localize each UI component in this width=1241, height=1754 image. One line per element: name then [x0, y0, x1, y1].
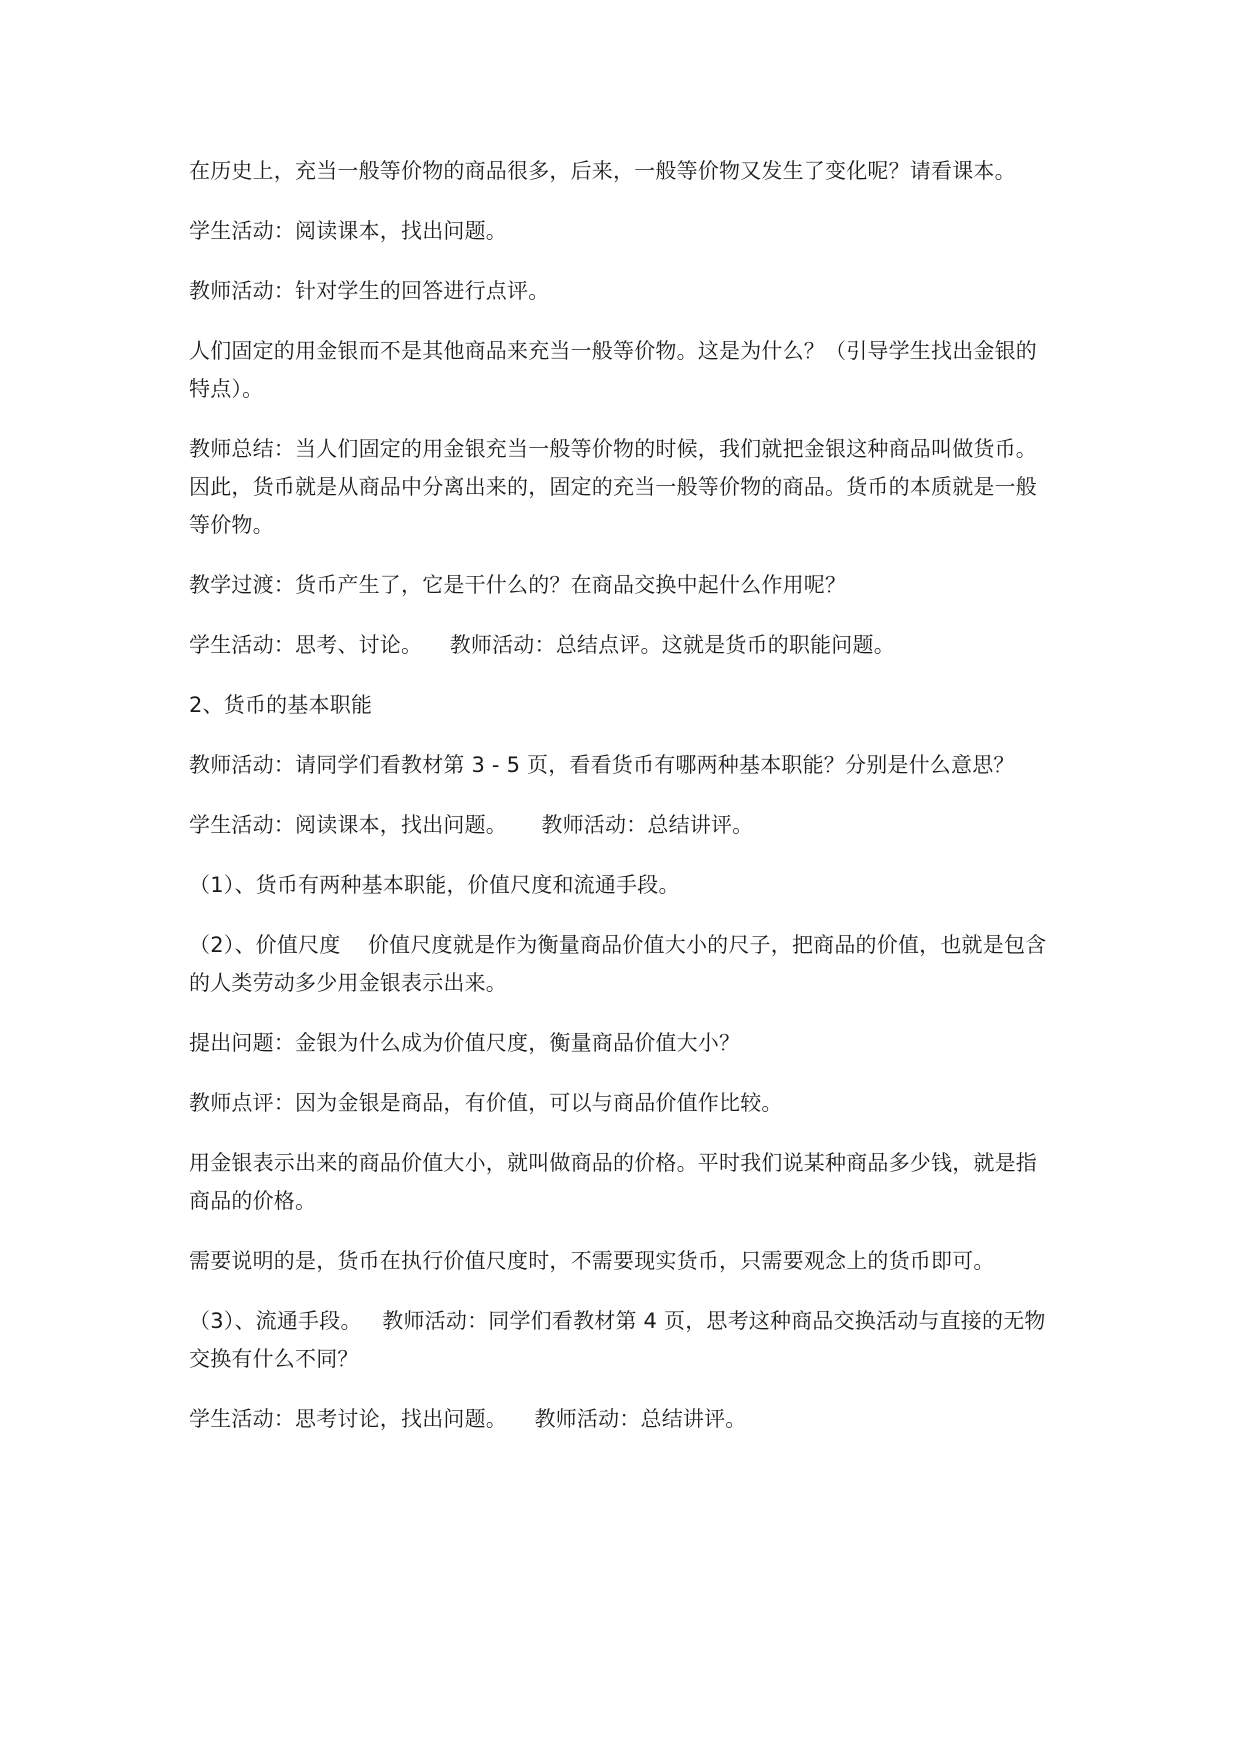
paragraph-teacher-activity-textbook: 教师活动：请同学们看教材第 3 - 5 页，看看货币有哪两种基本职能？分别是什么意思？	[189, 753, 1015, 777]
paragraph-price-definition: 用金银表示出来的商品价值大小，就叫做商品的价格。平时我们说某种商品多少钱，就是指商品的价格。	[189, 1151, 1037, 1213]
paragraph-item-1: （1）、货币有两种基本职能，价值尺度和流通手段。	[189, 873, 680, 897]
paragraph-item-2-value-measure: （2）、价值尺度 价值尺度就是作为衡量商品价值大小的尺子，把商品的价值，也就是包含的人类劳动多少用金银表示出来。	[189, 933, 1047, 995]
paragraph-gold-silver-question: 人们固定的用金银而不是其他商品来充当一般等价物。这是为什么？（引导学生找出金银的特点）。	[189, 339, 1037, 401]
document-body	[189, 152, 1055, 1460]
paragraph-teacher-comment: 教师点评：因为金银是商品，有价值，可以与商品价值作比较。	[189, 1091, 783, 1115]
paragraph-history-intro: 在历史上，充当一般等价物的商品很多，后来，一般等价物又发生了变化呢？请看课本。	[189, 159, 1016, 183]
paragraph-teacher-summary: 教师总结：当人们固定的用金银充当一般等价物的时候，我们就把金银这种商品叫做货币。因此，货币就是从商品中分离出来的，固定的充当一般等价物的商品。货币的本质就是一般等价物。	[189, 437, 1037, 537]
paragraph-teacher-activity-1: 教师活动：针对学生的回答进行点评。	[189, 279, 550, 303]
paragraph-student-teacher-activity: 学生活动：思考、讨论。 教师活动：总结点评。这就是货币的职能问题。	[189, 633, 895, 657]
paragraph-student-activity-1: 学生活动：阅读课本，找出问题。	[189, 219, 507, 243]
paragraph-student-activity-2: 学生活动：阅读课本，找出问题。 教师活动：总结讲评。	[189, 813, 754, 837]
paragraph-item-3-circulation: （3）、流通手段。 教师活动：同学们看教材第 4 页，思考这种商品交换活动与直接的无物交换有什么不同？	[189, 1309, 1046, 1371]
paragraph-question: 提出问题：金银为什么成为价值尺度，衡量商品价值大小？	[189, 1031, 741, 1055]
paragraph-student-activity-3: 学生活动：思考讨论，找出问题。 教师活动：总结讲评。	[189, 1407, 747, 1431]
section-heading-basic-functions: 2、货币的基本职能	[189, 693, 373, 717]
paragraph-teaching-transition: 教学过渡：货币产生了，它是干什么的？在商品交换中起什么作用呢？	[189, 573, 847, 597]
paragraph-note: 需要说明的是，货币在执行价值尺度时，不需要现实货币，只需要观念上的货币即可。	[189, 1249, 995, 1273]
